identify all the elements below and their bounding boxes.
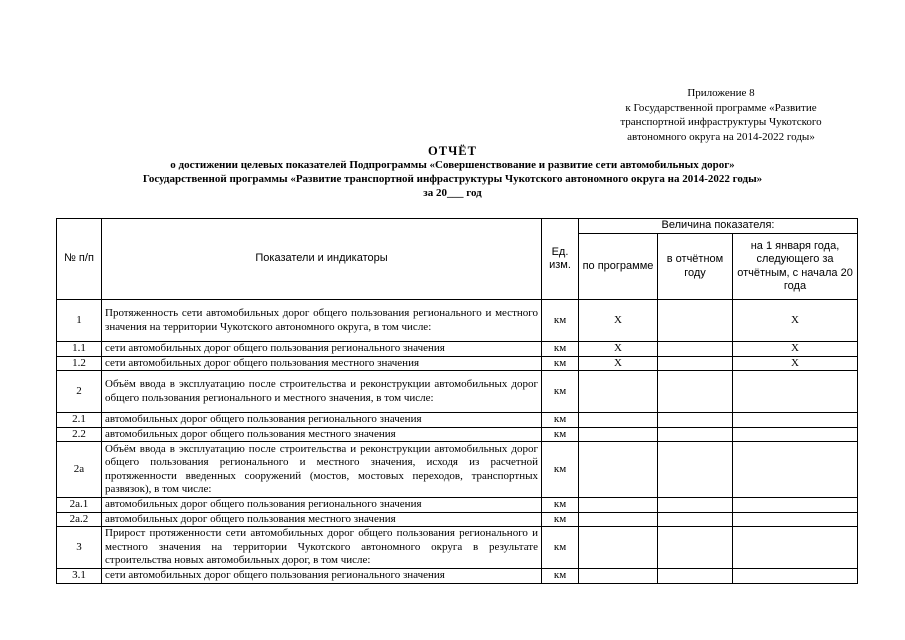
- row-reporting: [658, 442, 733, 498]
- indicators-table: [56, 218, 858, 584]
- header-reporting-year: в отчётном году: [658, 234, 733, 300]
- row-by-program: X: [579, 300, 658, 342]
- row-by-program: [579, 527, 658, 569]
- row-indicator: автомобильных дорог общего пользования регионального значения: [102, 413, 542, 428]
- row-jan1: X: [733, 342, 858, 357]
- table-row: [57, 442, 858, 498]
- table-row: [57, 413, 858, 428]
- row-number: 2.1: [57, 413, 102, 428]
- appendix-caption: [586, 86, 856, 144]
- row-indicator: Протяженность сети автомобильных дорог общего пользования регионального и местного значения на территории Чукотского автономного округа, в том числе:: [102, 300, 542, 342]
- row-indicator: автомобильных дорог общего пользования местного значения: [102, 512, 542, 527]
- row-indicator: автомобильных дорог общего пользования местного значения: [102, 427, 542, 442]
- header-indicators: Показатели и индикаторы: [102, 219, 542, 300]
- row-reporting: [658, 342, 733, 357]
- row-unit: км: [542, 442, 579, 498]
- row-jan1: X: [733, 300, 858, 342]
- table-row: [57, 427, 858, 442]
- report-subtitle-line-2: Государственной программы «Развитие транспортной инфраструктуры Чукотского автономного округа на 2014-2022 годы»: [142, 173, 763, 185]
- row-reporting: [658, 356, 733, 371]
- header-unit: Ед. изм.: [542, 219, 579, 300]
- table-row: [57, 569, 858, 584]
- row-by-program: [579, 427, 658, 442]
- row-unit: км: [542, 498, 579, 513]
- row-number: 2а.2: [57, 512, 102, 527]
- row-reporting: [658, 512, 733, 527]
- row-unit: км: [542, 342, 579, 357]
- table-row: [57, 342, 858, 357]
- row-reporting: [658, 498, 733, 513]
- row-number: 1: [57, 300, 102, 342]
- row-number: 3: [57, 527, 102, 569]
- row-reporting: [658, 527, 733, 569]
- header-jan1: на 1 января года, следующего за отчётным, с начала 20 года: [733, 234, 858, 300]
- row-jan1: [733, 371, 858, 413]
- row-reporting: [658, 427, 733, 442]
- row-by-program: [579, 442, 658, 498]
- row-indicator: сети автомобильных дорог общего пользования местного значения: [102, 356, 542, 371]
- table-header-row-1: [57, 219, 858, 234]
- row-unit: км: [542, 371, 579, 413]
- row-jan1: [733, 527, 858, 569]
- row-reporting: [658, 300, 733, 342]
- row-jan1: [733, 427, 858, 442]
- report-heading: [0, 144, 905, 200]
- appendix-line-3: транспортной инфраструктуры Чукотского: [620, 116, 822, 128]
- table-row: [57, 512, 858, 527]
- row-reporting: [658, 371, 733, 413]
- row-jan1: [733, 498, 858, 513]
- row-number: 2а: [57, 442, 102, 498]
- row-unit: км: [542, 512, 579, 527]
- row-indicator: Объём ввода в эксплуатацию после строительства и реконструкции автомобильных дорог общего пользования регионального и местного значения, в том числе:: [102, 371, 542, 413]
- row-reporting: [658, 569, 733, 584]
- header-by-program: по программе: [579, 234, 658, 300]
- row-by-program: [579, 413, 658, 428]
- row-unit: км: [542, 356, 579, 371]
- row-indicator: сети автомобильных дорог общего пользования регионального значения: [102, 342, 542, 357]
- row-indicator: Объём ввода в эксплуатацию после строительства и реконструкции автомобильных дорог общего пользования регионального и местного значения, исходя из расчетной протяженности введенных сооружений (мостов, мостовых переходов, транспортных развязок), в том числе:: [102, 442, 542, 498]
- row-by-program: X: [579, 342, 658, 357]
- table-row: [57, 498, 858, 513]
- row-jan1: [733, 512, 858, 527]
- table-row: [57, 300, 858, 342]
- row-jan1: X: [733, 356, 858, 371]
- row-number: 1.1: [57, 342, 102, 357]
- row-by-program: [579, 512, 658, 527]
- header-value-group: Величина показателя:: [579, 219, 858, 234]
- row-jan1: [733, 569, 858, 584]
- report-year-line: за 20___ год: [423, 187, 482, 199]
- row-unit: км: [542, 413, 579, 428]
- table-row: [57, 356, 858, 371]
- row-by-program: X: [579, 356, 658, 371]
- row-jan1: [733, 413, 858, 428]
- row-unit: км: [542, 527, 579, 569]
- row-number: 3.1: [57, 569, 102, 584]
- row-indicator: автомобильных дорог общего пользования регионального значения: [102, 498, 542, 513]
- row-by-program: [579, 569, 658, 584]
- appendix-line-2: к Государственной программе «Развитие: [625, 101, 817, 114]
- table-row: [57, 527, 858, 569]
- row-number: 2.2: [57, 427, 102, 442]
- appendix-line-1: Приложение 8: [687, 87, 755, 99]
- row-number: 2а.1: [57, 498, 102, 513]
- appendix-line-4: автономного округа на 2014-2022 годы»: [627, 130, 815, 143]
- row-jan1: [733, 442, 858, 498]
- row-number: 1.2: [57, 356, 102, 371]
- row-by-program: [579, 498, 658, 513]
- row-indicator: сети автомобильных дорог общего пользования регионального значения: [102, 569, 542, 584]
- header-num: № п/п: [57, 219, 102, 300]
- report-title: ОТЧЁТ: [428, 144, 477, 158]
- row-reporting: [658, 413, 733, 428]
- row-unit: км: [542, 427, 579, 442]
- row-unit: км: [542, 569, 579, 584]
- row-indicator: Прирост протяженности сети автомобильных дорог общего пользования регионального и местного значения на территории Чукотского автономного округа в результате строительства новых автомобильных дорог, в том числе:: [102, 527, 542, 569]
- table-row: [57, 371, 858, 413]
- report-subtitle-line-1: о достижении целевых показателей Подпрограммы «Совершенствование и развитие сети автомобильных дорог»: [170, 159, 735, 171]
- row-number: 2: [57, 371, 102, 413]
- row-by-program: [579, 371, 658, 413]
- row-unit: км: [542, 300, 579, 342]
